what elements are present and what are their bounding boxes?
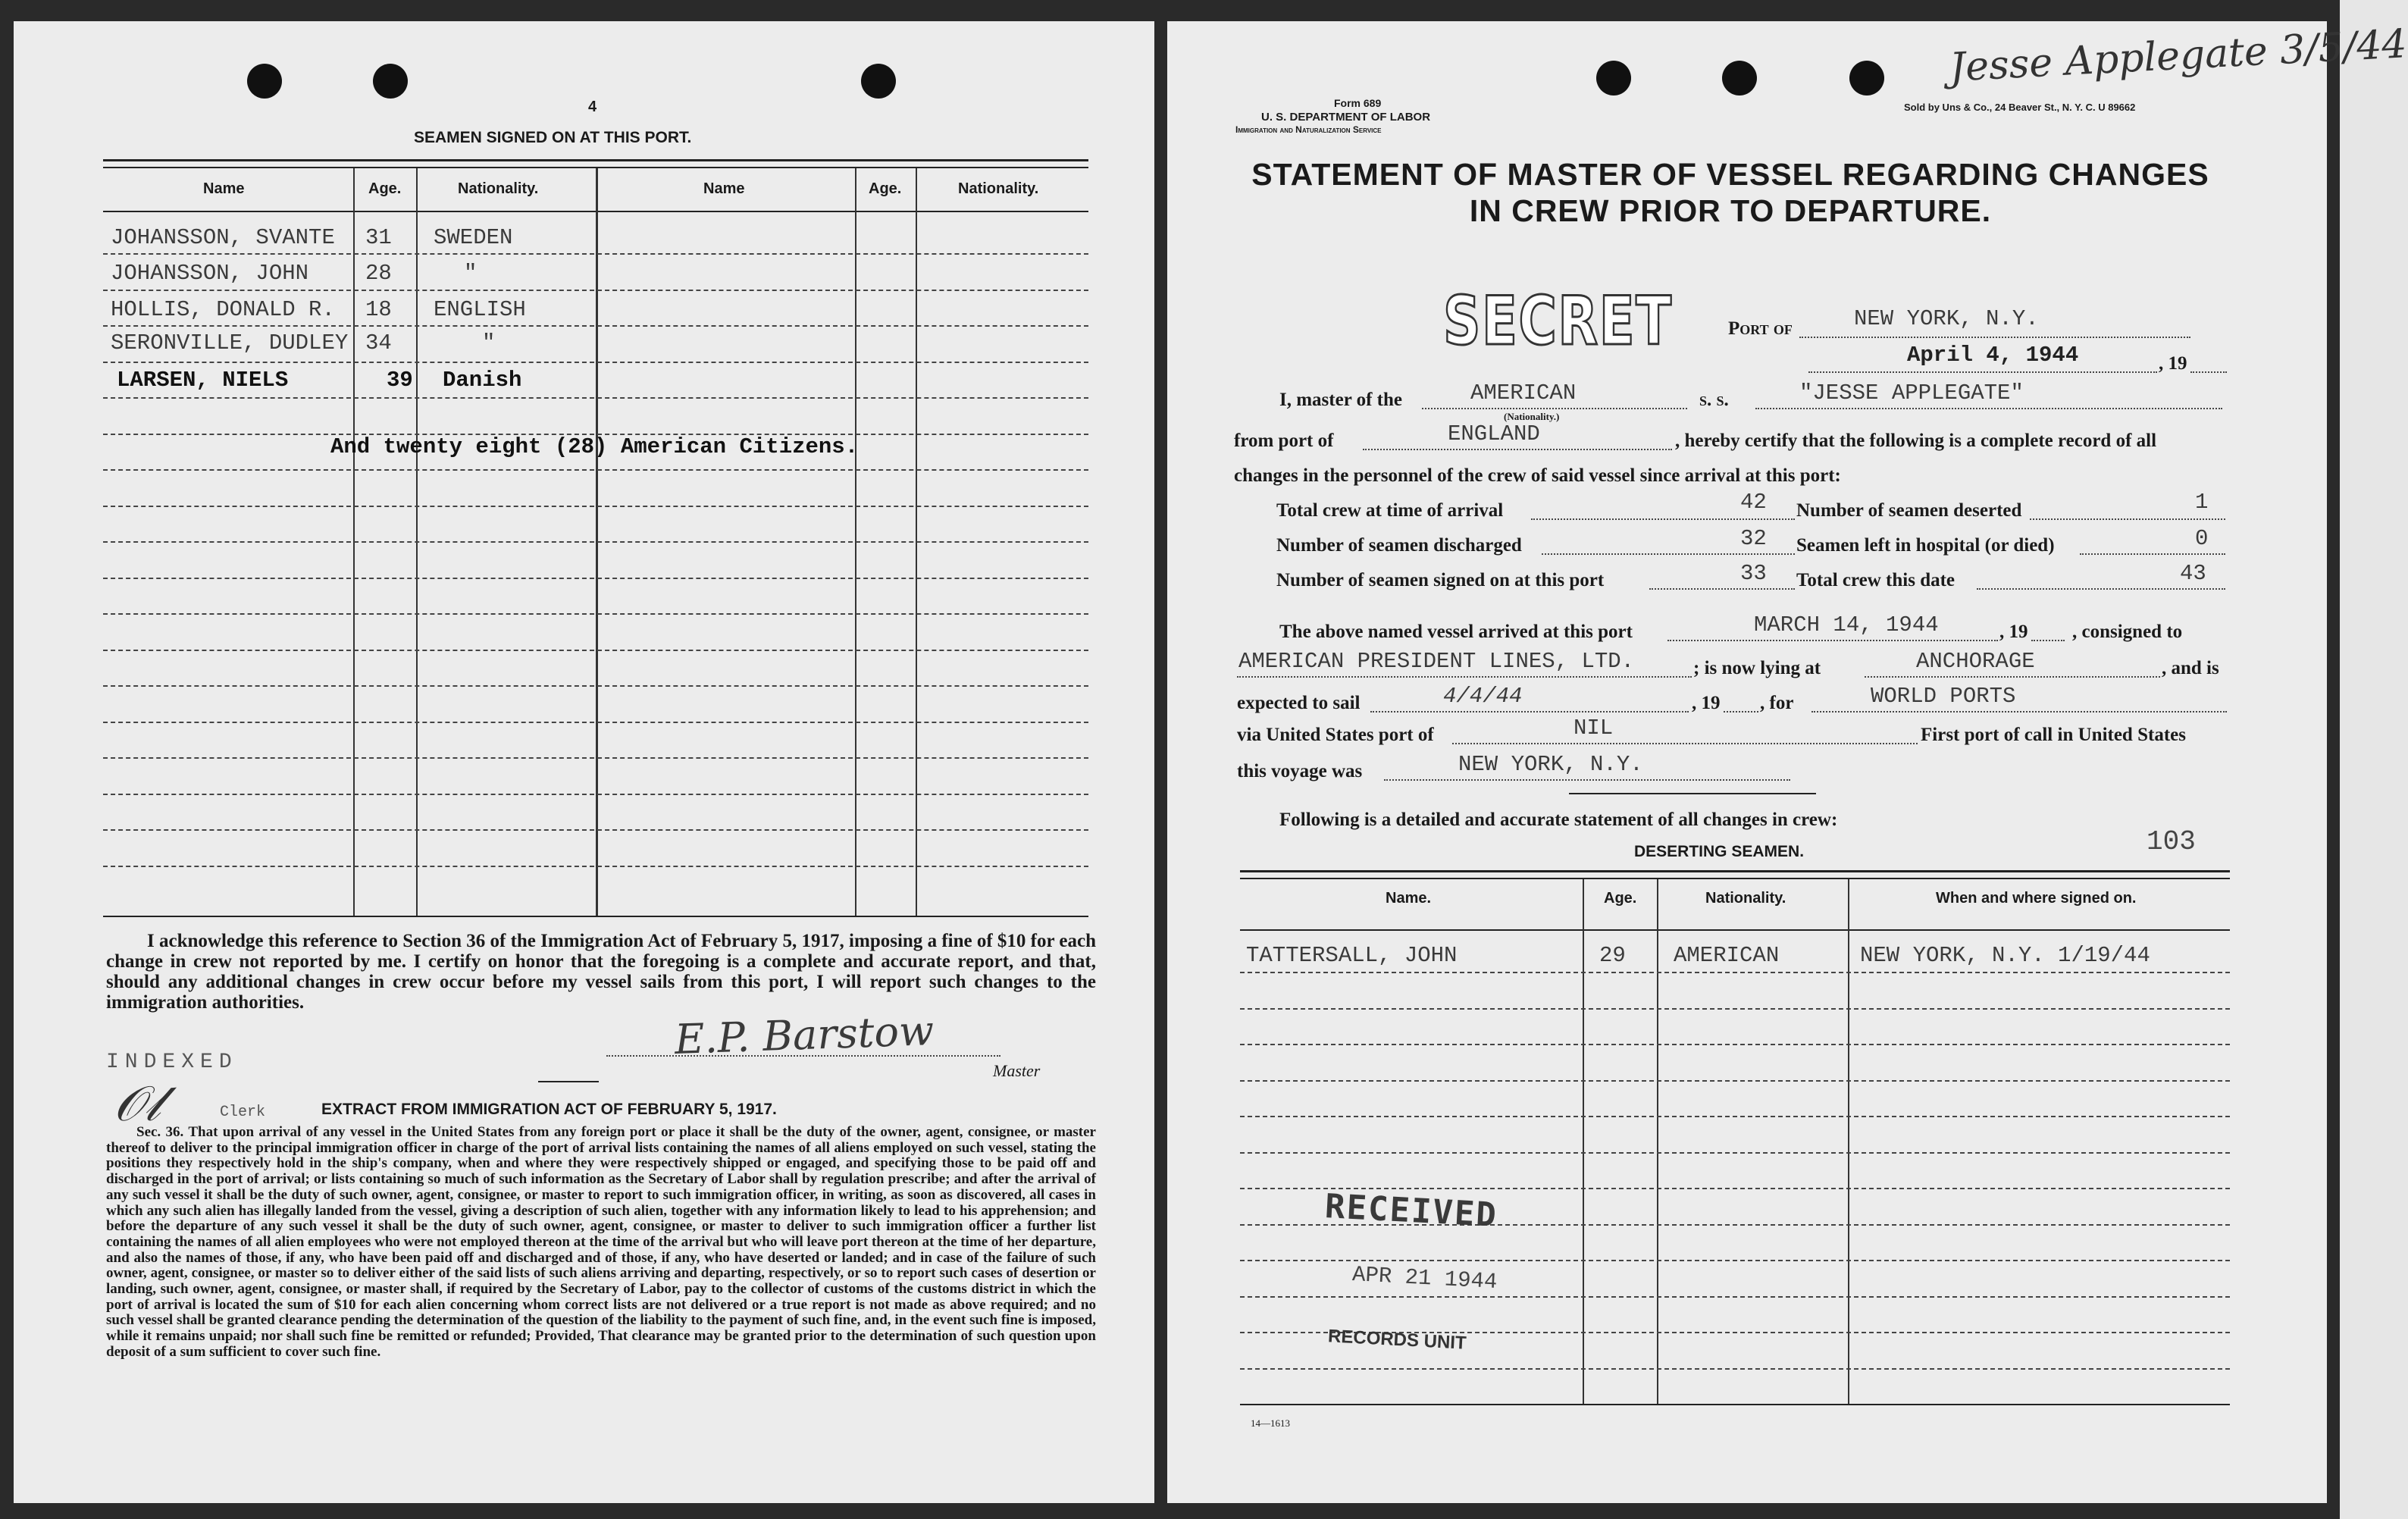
stat-label: Total crew this date [1796, 570, 1956, 590]
records-unit-stamp: RECORDS UNIT [1327, 1326, 1467, 1354]
expected-value: 4/4/44 [1443, 684, 1523, 709]
bottom-border [0, 1503, 2340, 1519]
master-signature: E.P. Barstow [674, 1007, 935, 1063]
column-header: Age. [368, 180, 402, 197]
punch-hole [1849, 61, 1884, 96]
handwritten-vessel-note: Jesse Applegate 3/5/44 [1948, 21, 2408, 91]
changes-text: changes in the personnel of the crew of said vessel since arrival at this port: [1234, 465, 1841, 486]
page-number-stamp: 103 [2147, 826, 2196, 857]
from-port-value: ENGLAND [1448, 421, 1540, 446]
row-rule [1240, 1008, 2230, 1010]
row-rule [103, 866, 1088, 867]
lying-value: ANCHORAGE [1916, 649, 2035, 674]
service-name: Immigration and Naturalization Service [1235, 124, 1382, 135]
form-number: Form 689 [1334, 97, 1382, 109]
seaman-nationality: " [464, 261, 478, 286]
extract-text [106, 1125, 1096, 1361]
seaman-age: 18 [365, 297, 392, 322]
punch-hole [1596, 61, 1631, 96]
and-is-label: , and is [2162, 658, 2219, 678]
row-rule [1240, 1368, 2230, 1370]
row-rule [1240, 1296, 2230, 1298]
row-rule [103, 541, 1088, 543]
row-rule [103, 613, 1088, 615]
column-header: Name [203, 180, 245, 197]
row-rule [103, 506, 1088, 507]
top-border [0, 0, 2340, 21]
extract-title: EXTRACT FROM IMMIGRATION ACT OF FEBRUARY 5, 1917. [321, 1101, 777, 1118]
for-value: WORLD PORTS [1871, 684, 2016, 709]
vessel-name: "JESSE APPLEGATE" [1799, 381, 2024, 406]
punch-hole [247, 64, 282, 99]
stat-label: Seamen left in hospital (or died) [1796, 535, 2055, 556]
row-rule [1240, 1188, 2230, 1189]
stat-value: 32 [1740, 526, 1767, 551]
seaman-nationality: ENGLISH [434, 297, 526, 322]
deserting-title: DESERTING SEAMEN. [1634, 843, 1805, 860]
nationality-value: AMERICAN [1470, 381, 1577, 406]
table-bottom-rule [103, 916, 1088, 917]
secret-stamp: SECRET [1443, 282, 1673, 360]
punch-hole [373, 64, 408, 99]
deserter-name: TATTERSALL, JOHN [1246, 943, 1458, 968]
seaman-age: 28 [365, 261, 392, 286]
title-line: IN CREW PRIOR TO DEPARTURE. [1469, 193, 1992, 228]
row-rule [103, 325, 1088, 327]
row-rule [103, 650, 1088, 651]
column-header: Nationality. [1705, 890, 1786, 907]
seaman-age: 34 [365, 330, 392, 355]
stat-label: Number of seamen discharged [1276, 535, 1522, 556]
date-value: April 4, 1944 [1907, 343, 2079, 368]
row-rule [103, 829, 1088, 831]
seaman-age: 39 [387, 368, 413, 393]
consignee-value: AMERICAN PRESIDENT LINES, LTD. [1238, 649, 1635, 674]
from-port-label: from port of [1234, 431, 1334, 451]
row-rule [1240, 972, 2230, 973]
deserter-nationality: AMERICAN [1674, 943, 1780, 968]
page-gutter [1154, 0, 1167, 1519]
stat-value: 1 [2195, 490, 2209, 515]
consigned-label: , consigned to [2072, 622, 2183, 642]
right-border [2327, 0, 2340, 1519]
arrived-label: The above named vessel arrived at this port [1279, 622, 1633, 642]
column-header: Name. [1386, 890, 1432, 907]
port-of-label: Port of [1728, 318, 1793, 339]
nationality-caption: (Nationality.) [1504, 411, 1560, 422]
voyage-label: this voyage was [1237, 761, 1363, 781]
seaman-name: LARSEN, NIELS [117, 368, 289, 393]
row-rule [103, 578, 1088, 579]
year-prefix: , 19 [1999, 622, 2028, 642]
column-header: Age. [1604, 890, 1637, 907]
row-rule [103, 685, 1088, 687]
seaman-nationality: Danish [443, 368, 522, 393]
seaman-name: JOHANSSON, JOHN [111, 261, 309, 286]
footer-code: 14—1613 [1251, 1417, 1290, 1429]
stat-value: 42 [1740, 490, 1767, 515]
port-of-value: NEW YORK, N.Y. [1854, 306, 2039, 331]
column-header: Nationality. [458, 180, 539, 197]
row-rule [103, 253, 1088, 255]
title-line: STATEMENT OF MASTER OF VESSEL REGARDING CHANGES [1251, 157, 2209, 192]
left-border [0, 0, 14, 1519]
page-number: 4 [588, 99, 597, 115]
section-label: Sec. 36. [136, 1124, 184, 1140]
seaman-name: JOHANSSON, SVANTE [111, 225, 335, 250]
master-label: Master [993, 1061, 1041, 1080]
clerk-label: Clerk [220, 1104, 266, 1121]
following-text: Following is a detailed and accurate statement of all changes in crew: [1279, 810, 1838, 830]
row-rule [103, 722, 1088, 723]
column-header: Name [703, 180, 745, 197]
stat-label: Total crew at time of arrival [1276, 500, 1504, 521]
acknowledgment-text: I acknowledge this reference to Section 36 of the Immigration Act of February 5, 1917, imposing a fine of $10 for each change in crew not reported by me. I certify on honor that the foregoing is a complete and accurate report, and that, should any additional changes in crew occur before my vessel sails from this port, I will report such changes to the immigration authorities. [106, 931, 1096, 1013]
deserter-age: 29 [1599, 943, 1626, 968]
punch-hole [1722, 61, 1757, 96]
lying-label: ; is now lying at [1693, 658, 1821, 678]
form-title [1234, 156, 2227, 229]
column-header: Nationality. [958, 180, 1039, 197]
master-of-the-label: I, master of the [1279, 390, 1402, 410]
ss-label: s. s. [1699, 390, 1729, 410]
seaman-nationality: SWEDEN [434, 225, 513, 250]
row-rule [103, 757, 1088, 759]
received-stamp: RECEIVED [1323, 1187, 1499, 1235]
row-rule [1240, 1152, 2230, 1154]
stat-label: Number of seamen signed on at this port [1276, 570, 1605, 590]
for-label: , for [1760, 693, 1794, 713]
row-rule [103, 397, 1088, 399]
row-rule [1240, 1080, 2230, 1082]
year-prefix: , 19 [1692, 693, 1721, 713]
stat-value: 0 [2195, 526, 2209, 551]
stat-label: Number of seamen deserted [1796, 500, 2022, 521]
department: U. S. DEPARTMENT OF LABOR [1261, 111, 1431, 124]
seaman-name: HOLLIS, DONALD R. [111, 297, 335, 322]
certify-text: , hereby certify that the following is a complete record of all [1675, 431, 2157, 451]
section-36-body: That upon arrival of any vessel in the United States from any foreign port or place it shall be the duty of the owner, agent, consignee, or master thereof to deliver to the principal immigration officer in charge of the port of arrival lists containing the names of all aliens employed on such vessel, stating the positions they respectively hold in the ship's company, when and where they were respectively shipped or engaged, and specifying those to be paid off and discharged in the port of arrival; or lists containing so much of such information as the Secretary of Labor shall by regulation prescribe; and after the arrival of any such vessel it shall be the duty of such owner, agent, consignee, or master to report to such immigration officer, in writing, as soon as discovered, all cases in which any such alien has illegally landed from the vessel, giving a description of such alien, together with any information likely to lead to his apprehension; and before the departure of any such vessel it shall be the duty of such owner, agent, consignee, or master to deliver to such immigration officer a further list containing the names of all alien employees who were not employed thereon at the time of the arrival but who will leave port thereon at the time of her departure, and also the names of those, if any, who have been paid off and discharged and of those, if any, who have deserted or landed; and in case of the failure of such owner, agent, consignee, or master so to deliver either of the said lists of such aliens arriving and departing, respectively, or so to report such cases of desertion or landing, such owner, agent, consignee, or master shall, if required by the Secretary of Labor, pay to the collector of customs of the customs district in which the port of arrival is located the sum of $10 for each alien concerning whom correct lists are not delivered or a true report is not made as above required; and no such vessel shall be granted clearance pending the determination of the question of the liability to the payment of such fine, and, in the event such fine is imposed, while it remains unpaid; nor shall such fine be remitted or refunded; Provided, That clearance may be granted prior to the determination of such question upon deposit of a sum sufficient to cover such fine. [106, 1124, 1096, 1360]
stat-value: 33 [1740, 561, 1767, 586]
voyage-value: NEW YORK, N.Y. [1458, 752, 1643, 777]
row-rule [103, 469, 1088, 471]
via-label: via United States port of [1237, 725, 1434, 745]
year-prefix: , 19 [2159, 353, 2187, 374]
printer-note: Sold by Uns & Co., 24 Beaver St., N. Y. C. U 89662 [1904, 102, 2136, 113]
deserter-signed-on: NEW YORK, N.Y. 1/19/44 [1860, 943, 2150, 968]
row-rule [103, 794, 1088, 795]
seaman-age: 31 [365, 225, 392, 250]
row-rule [103, 290, 1088, 291]
section-title: SEAMEN SIGNED ON AT THIS PORT. [414, 129, 692, 146]
row-rule [1240, 1116, 2230, 1117]
punch-hole [861, 64, 896, 99]
seaman-nationality: " [482, 330, 496, 355]
first-port-label: First port of call in United States [1921, 725, 2186, 745]
seaman-name: SERONVILLE, DUDLEY [111, 330, 349, 355]
row-rule [103, 362, 1088, 363]
column-header: When and where signed on. [1936, 890, 2137, 907]
column-header: Age. [869, 180, 902, 197]
via-value: NIL [1573, 716, 1614, 741]
table-top-rule [103, 159, 1088, 161]
stat-value: 43 [2180, 561, 2206, 586]
row-rule [1240, 1044, 2230, 1045]
received-date: APR 21 1944 [1351, 1262, 1498, 1295]
arrived-value: MARCH 14, 1944 [1754, 612, 1939, 637]
clerk-initials: 𝒪𝓁 [114, 1076, 161, 1132]
american-citizens-note: And twenty eight (28) American Citizens. [330, 434, 859, 459]
expected-label: expected to sail [1237, 693, 1361, 713]
row-rule [1240, 1260, 2230, 1261]
indexed-stamp: INDEXED [106, 1051, 238, 1074]
